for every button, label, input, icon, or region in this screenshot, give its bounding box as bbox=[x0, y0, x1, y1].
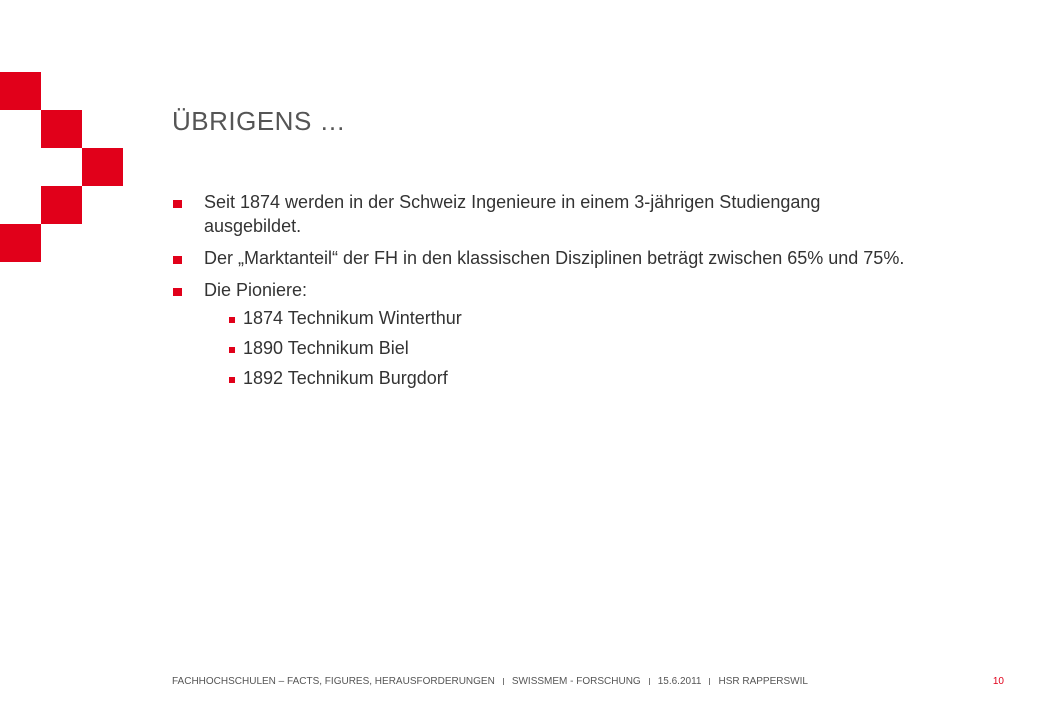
checker-square bbox=[0, 224, 41, 262]
sub-bullet-text: 1892 Technikum Burgdorf bbox=[243, 368, 448, 388]
footer-org: HSR RAPPERSWIL bbox=[718, 676, 808, 687]
sub-bullet-item bbox=[172, 336, 912, 360]
sub-bullet-text: 1890 Technikum Biel bbox=[243, 338, 409, 358]
sub-bullet-item bbox=[172, 366, 912, 390]
bullet-text: Der „Marktanteil“ der FH in den klassischen Disziplinen beträgt zwischen 65% und 75%. bbox=[204, 248, 905, 268]
sub-bullet-list bbox=[172, 306, 912, 390]
footer-event: SWISSMEM - FORSCHUNG bbox=[511, 676, 641, 687]
footer-separator bbox=[503, 678, 504, 685]
bullet-marker-icon bbox=[173, 200, 182, 208]
sub-bullet-item bbox=[172, 306, 912, 330]
sub-bullet-marker-icon bbox=[229, 317, 235, 323]
page-number: 10 bbox=[992, 676, 1004, 687]
bullet-item bbox=[172, 246, 912, 270]
checker-square bbox=[41, 186, 82, 224]
checker-square bbox=[41, 110, 82, 148]
footer bbox=[172, 676, 808, 687]
bullet-text: Die Pioniere: bbox=[204, 280, 308, 300]
bullet-item bbox=[172, 190, 912, 238]
sub-bullet-container bbox=[172, 306, 912, 390]
bullet-item bbox=[172, 278, 912, 302]
footer-date: 15.6.2011 bbox=[657, 676, 702, 687]
sub-bullet-marker-icon bbox=[229, 377, 235, 383]
checker-square bbox=[0, 72, 41, 110]
bullet-text: Seit 1874 werden in der Schweiz Ingenieure in einem 3-jährigen Studiengang ausgebildet. bbox=[204, 192, 821, 236]
checker-square bbox=[82, 148, 123, 186]
footer-title: FACHHOCHSCHULEN – FACTS, FIGURES, HERAUSFORDERUNGEN bbox=[172, 676, 495, 687]
sub-bullet-text: 1874 Technikum Winterthur bbox=[243, 308, 462, 328]
footer-separator bbox=[709, 678, 710, 685]
bullet-marker-icon bbox=[173, 256, 182, 264]
slide-title: ÜBRIGENS … bbox=[172, 106, 347, 136]
sub-bullet-marker-icon bbox=[229, 347, 235, 353]
footer-separator bbox=[649, 678, 650, 685]
bullet-marker-icon bbox=[173, 288, 182, 296]
bullet-list bbox=[172, 190, 912, 396]
